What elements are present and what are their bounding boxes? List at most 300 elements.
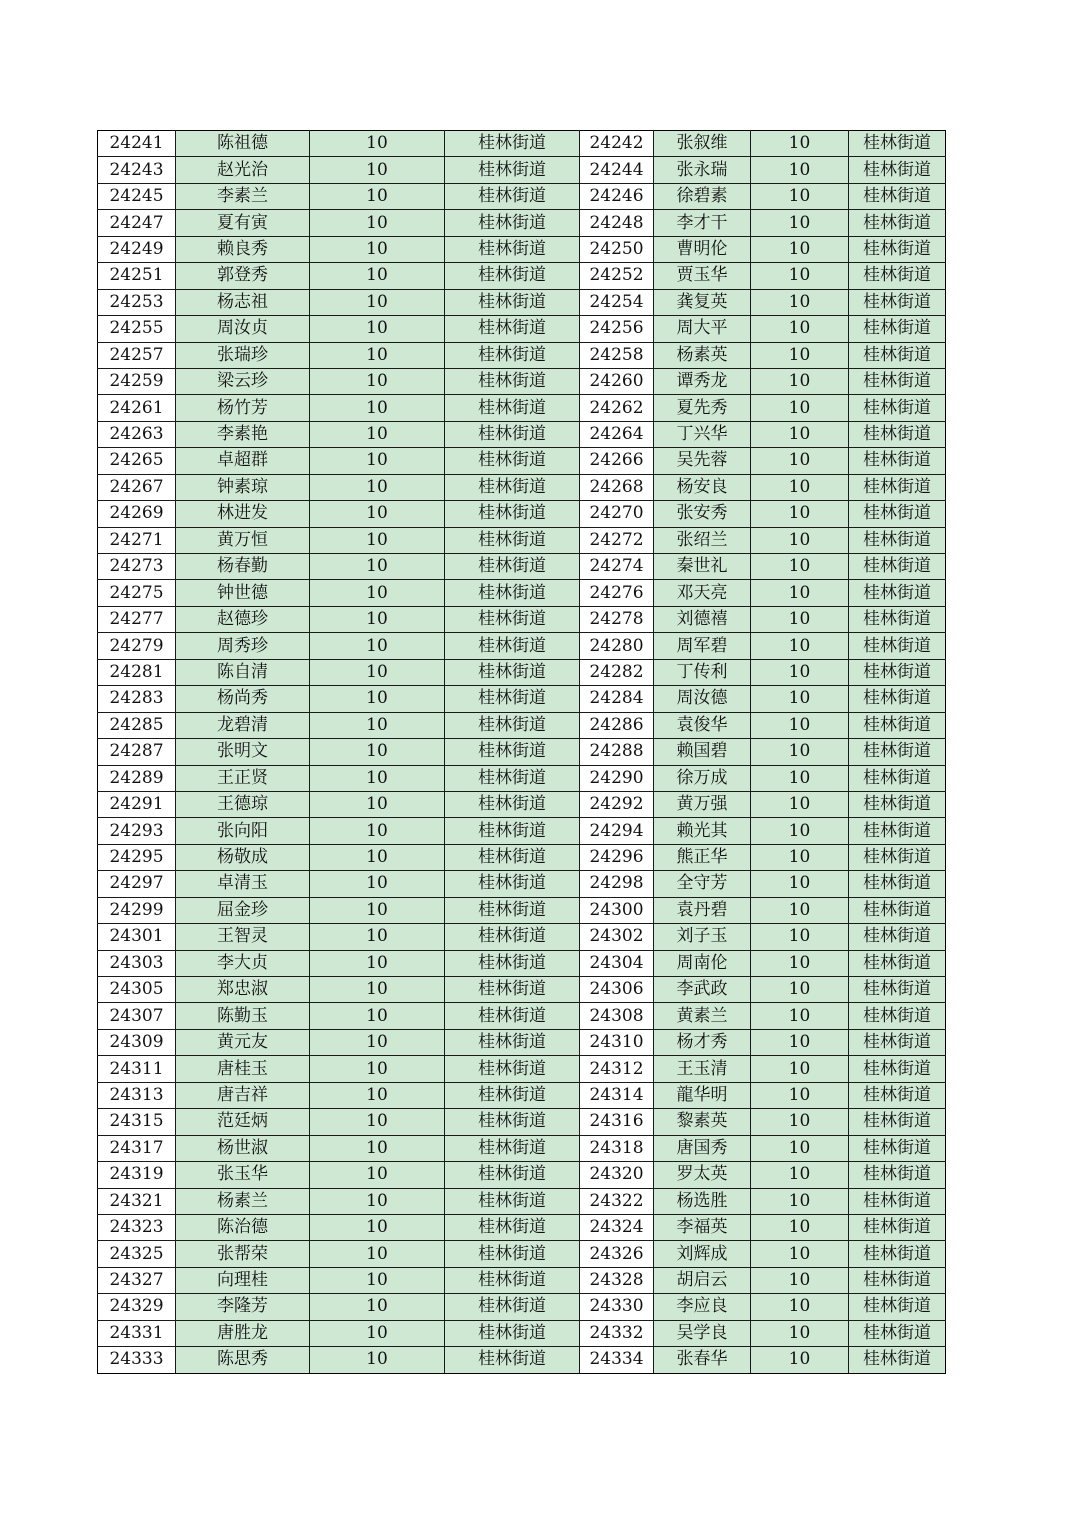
street-cell-right: 桂林街道 [849, 844, 946, 870]
table-row [98, 791, 946, 817]
id-cell-left: 24269 [98, 501, 176, 527]
street-cell-left: 桂林街道 [445, 977, 580, 1003]
count-cell-left: 10 [310, 316, 445, 342]
id-cell-left: 24267 [98, 474, 176, 500]
id-cell-left: 24261 [98, 395, 176, 421]
name-cell-left: 杨世淑 [176, 1135, 310, 1161]
street-cell-right: 桂林街道 [849, 1347, 946, 1373]
name-cell-right: 唐国秀 [654, 1135, 751, 1161]
table-row [98, 501, 946, 527]
name-cell-left: 王德琼 [176, 791, 310, 817]
street-cell-right: 桂林街道 [849, 818, 946, 844]
count-cell-left: 10 [310, 1294, 445, 1320]
id-cell-right: 24330 [580, 1294, 654, 1320]
id-cell-left: 24307 [98, 1003, 176, 1029]
id-cell-left: 24285 [98, 712, 176, 738]
name-cell-right: 杨选胜 [654, 1188, 751, 1214]
count-cell-right: 10 [751, 1029, 849, 1055]
table-row [98, 712, 946, 738]
name-cell-right: 龍华明 [654, 1082, 751, 1108]
count-cell-left: 10 [310, 474, 445, 500]
count-cell-left: 10 [310, 1003, 445, 1029]
count-cell-right: 10 [751, 1056, 849, 1082]
count-cell-left: 10 [310, 1241, 445, 1267]
name-cell-right: 徐万成 [654, 765, 751, 791]
table-row [98, 183, 946, 209]
name-cell-left: 周汝贞 [176, 316, 310, 342]
name-cell-left: 张玉华 [176, 1162, 310, 1188]
count-cell-left: 10 [310, 739, 445, 765]
street-cell-left: 桂林街道 [445, 1109, 580, 1135]
count-cell-left: 10 [310, 368, 445, 394]
count-cell-right: 10 [751, 897, 849, 923]
id-cell-left: 24323 [98, 1214, 176, 1240]
street-cell-left: 桂林街道 [445, 501, 580, 527]
table-row [98, 554, 946, 580]
count-cell-right: 10 [751, 686, 849, 712]
count-cell-left: 10 [310, 580, 445, 606]
name-cell-right: 丁传利 [654, 659, 751, 685]
count-cell-left: 10 [310, 712, 445, 738]
name-cell-left: 张向阳 [176, 818, 310, 844]
table-row [98, 844, 946, 870]
name-cell-right: 赖国碧 [654, 739, 751, 765]
id-cell-left: 24293 [98, 818, 176, 844]
street-cell-right: 桂林街道 [849, 395, 946, 421]
id-cell-left: 24297 [98, 871, 176, 897]
street-cell-left: 桂林街道 [445, 871, 580, 897]
name-cell-right: 徐碧素 [654, 183, 751, 209]
street-cell-right: 桂林街道 [849, 1056, 946, 1082]
name-cell-left: 向理桂 [176, 1267, 310, 1293]
name-cell-left: 卓清玉 [176, 871, 310, 897]
table-row [98, 871, 946, 897]
street-cell-right: 桂林街道 [849, 977, 946, 1003]
name-cell-right: 吴学良 [654, 1320, 751, 1346]
table-row [98, 580, 946, 606]
street-cell-right: 桂林街道 [849, 448, 946, 474]
id-cell-right: 24314 [580, 1082, 654, 1108]
name-cell-left: 杨尚秀 [176, 686, 310, 712]
table-row [98, 765, 946, 791]
name-cell-right: 曹明伦 [654, 236, 751, 262]
street-cell-left: 桂林街道 [445, 1082, 580, 1108]
id-cell-left: 24255 [98, 316, 176, 342]
table-row [98, 395, 946, 421]
table-row [98, 1347, 946, 1373]
name-cell-right: 张永瑞 [654, 157, 751, 183]
count-cell-right: 10 [751, 871, 849, 897]
street-cell-left: 桂林街道 [445, 1162, 580, 1188]
count-cell-right: 10 [751, 395, 849, 421]
table-row [98, 818, 946, 844]
name-cell-right: 王玉清 [654, 1056, 751, 1082]
street-cell-right: 桂林街道 [849, 527, 946, 553]
count-cell-right: 10 [751, 289, 849, 315]
count-cell-right: 10 [751, 1267, 849, 1293]
table-row [98, 1029, 946, 1055]
street-cell-right: 桂林街道 [849, 554, 946, 580]
count-cell-right: 10 [751, 236, 849, 262]
table-row [98, 950, 946, 976]
id-cell-right: 24322 [580, 1188, 654, 1214]
street-cell-left: 桂林街道 [445, 1320, 580, 1346]
id-cell-right: 24318 [580, 1135, 654, 1161]
name-cell-left: 张明文 [176, 739, 310, 765]
id-cell-right: 24320 [580, 1162, 654, 1188]
id-cell-right: 24266 [580, 448, 654, 474]
name-cell-left: 周秀珍 [176, 633, 310, 659]
id-cell-left: 24279 [98, 633, 176, 659]
street-cell-right: 桂林街道 [849, 210, 946, 236]
street-cell-right: 桂林街道 [849, 474, 946, 500]
table-row [98, 1241, 946, 1267]
street-cell-left: 桂林街道 [445, 183, 580, 209]
street-cell-right: 桂林街道 [849, 739, 946, 765]
street-cell-right: 桂林街道 [849, 686, 946, 712]
id-cell-left: 24251 [98, 263, 176, 289]
street-cell-right: 桂林街道 [849, 1135, 946, 1161]
street-cell-right: 桂林街道 [849, 183, 946, 209]
table-row [98, 157, 946, 183]
table-row [98, 739, 946, 765]
count-cell-right: 10 [751, 659, 849, 685]
street-cell-left: 桂林街道 [445, 157, 580, 183]
table-row [98, 1320, 946, 1346]
name-cell-left: 赖良秀 [176, 236, 310, 262]
id-cell-right: 24298 [580, 871, 654, 897]
street-cell-left: 桂林街道 [445, 210, 580, 236]
count-cell-left: 10 [310, 342, 445, 368]
name-cell-right: 吴先蓉 [654, 448, 751, 474]
name-cell-left: 唐胜龙 [176, 1320, 310, 1346]
street-cell-right: 桂林街道 [849, 368, 946, 394]
count-cell-right: 10 [751, 368, 849, 394]
table-row [98, 210, 946, 236]
count-cell-right: 10 [751, 131, 849, 157]
id-cell-left: 24299 [98, 897, 176, 923]
count-cell-left: 10 [310, 633, 445, 659]
name-cell-right: 丁兴华 [654, 421, 751, 447]
name-cell-right: 张叙维 [654, 131, 751, 157]
name-cell-right: 袁丹碧 [654, 897, 751, 923]
count-cell-right: 10 [751, 1162, 849, 1188]
count-cell-left: 10 [310, 1214, 445, 1240]
street-cell-right: 桂林街道 [849, 501, 946, 527]
table-row [98, 686, 946, 712]
street-cell-right: 桂林街道 [849, 1162, 946, 1188]
count-cell-right: 10 [751, 157, 849, 183]
count-cell-left: 10 [310, 1056, 445, 1082]
name-cell-right: 贾玉华 [654, 263, 751, 289]
count-cell-right: 10 [751, 739, 849, 765]
name-cell-left: 郑忠淑 [176, 977, 310, 1003]
id-cell-left: 24271 [98, 527, 176, 553]
name-cell-left: 杨素兰 [176, 1188, 310, 1214]
name-cell-right: 龚复英 [654, 289, 751, 315]
name-cell-right: 杨素英 [654, 342, 751, 368]
name-cell-right: 罗太英 [654, 1162, 751, 1188]
street-cell-left: 桂林街道 [445, 818, 580, 844]
id-cell-right: 24252 [580, 263, 654, 289]
name-cell-left: 杨竹芳 [176, 395, 310, 421]
street-cell-left: 桂林街道 [445, 686, 580, 712]
table-row [98, 368, 946, 394]
id-cell-left: 24295 [98, 844, 176, 870]
count-cell-right: 10 [751, 1188, 849, 1214]
street-cell-right: 桂林街道 [849, 1082, 946, 1108]
name-cell-left: 杨春勤 [176, 554, 310, 580]
name-cell-right: 周军碧 [654, 633, 751, 659]
count-cell-left: 10 [310, 1109, 445, 1135]
street-cell-left: 桂林街道 [445, 316, 580, 342]
street-cell-left: 桂林街道 [445, 474, 580, 500]
street-cell-right: 桂林街道 [849, 659, 946, 685]
street-cell-right: 桂林街道 [849, 316, 946, 342]
street-cell-right: 桂林街道 [849, 131, 946, 157]
name-cell-left: 赵德珍 [176, 606, 310, 632]
count-cell-right: 10 [751, 421, 849, 447]
name-cell-right: 杨才秀 [654, 1029, 751, 1055]
count-cell-right: 10 [751, 501, 849, 527]
count-cell-right: 10 [751, 448, 849, 474]
table-row [98, 1003, 946, 1029]
count-cell-left: 10 [310, 554, 445, 580]
name-cell-left: 黄元友 [176, 1029, 310, 1055]
count-cell-right: 10 [751, 580, 849, 606]
id-cell-left: 24243 [98, 157, 176, 183]
count-cell-left: 10 [310, 871, 445, 897]
id-cell-left: 24319 [98, 1162, 176, 1188]
table-row [98, 527, 946, 553]
name-cell-left: 范廷炳 [176, 1109, 310, 1135]
name-cell-left: 李隆芳 [176, 1294, 310, 1320]
street-cell-left: 桂林街道 [445, 633, 580, 659]
id-cell-right: 24332 [580, 1320, 654, 1346]
name-cell-left: 张瑞珍 [176, 342, 310, 368]
count-cell-left: 10 [310, 1135, 445, 1161]
name-cell-left: 钟素琼 [176, 474, 310, 500]
count-cell-right: 10 [751, 712, 849, 738]
name-cell-left: 陈祖德 [176, 131, 310, 157]
count-cell-right: 10 [751, 554, 849, 580]
id-cell-left: 24317 [98, 1135, 176, 1161]
count-cell-left: 10 [310, 791, 445, 817]
street-cell-left: 桂林街道 [445, 1003, 580, 1029]
id-cell-left: 24303 [98, 950, 176, 976]
table-row [98, 236, 946, 262]
name-cell-right: 黄万强 [654, 791, 751, 817]
street-cell-left: 桂林街道 [445, 342, 580, 368]
id-cell-right: 24262 [580, 395, 654, 421]
id-cell-left: 24241 [98, 131, 176, 157]
count-cell-left: 10 [310, 606, 445, 632]
street-cell-left: 桂林街道 [445, 368, 580, 394]
table-row [98, 448, 946, 474]
table-row [98, 421, 946, 447]
count-cell-left: 10 [310, 1347, 445, 1373]
table-row [98, 606, 946, 632]
name-cell-right: 周南伦 [654, 950, 751, 976]
id-cell-left: 24309 [98, 1029, 176, 1055]
count-cell-right: 10 [751, 183, 849, 209]
table-row [98, 316, 946, 342]
count-cell-left: 10 [310, 501, 445, 527]
name-cell-right: 张安秀 [654, 501, 751, 527]
name-cell-right: 李福英 [654, 1214, 751, 1240]
table-row [98, 1188, 946, 1214]
id-cell-left: 24311 [98, 1056, 176, 1082]
name-cell-right: 袁俊华 [654, 712, 751, 738]
name-cell-left: 钟世德 [176, 580, 310, 606]
table-row [98, 131, 946, 157]
name-cell-right: 刘德禧 [654, 606, 751, 632]
count-cell-left: 10 [310, 236, 445, 262]
id-cell-right: 24292 [580, 791, 654, 817]
roster-table [97, 130, 946, 1374]
id-cell-right: 24246 [580, 183, 654, 209]
street-cell-right: 桂林街道 [849, 421, 946, 447]
id-cell-right: 24256 [580, 316, 654, 342]
street-cell-left: 桂林街道 [445, 659, 580, 685]
street-cell-right: 桂林街道 [849, 1267, 946, 1293]
id-cell-right: 24326 [580, 1241, 654, 1267]
street-cell-left: 桂林街道 [445, 1029, 580, 1055]
id-cell-left: 24273 [98, 554, 176, 580]
id-cell-right: 24296 [580, 844, 654, 870]
id-cell-right: 24276 [580, 580, 654, 606]
id-cell-left: 24249 [98, 236, 176, 262]
name-cell-right: 谭秀龙 [654, 368, 751, 394]
count-cell-left: 10 [310, 131, 445, 157]
street-cell-right: 桂林街道 [849, 1320, 946, 1346]
count-cell-right: 10 [751, 1003, 849, 1029]
count-cell-right: 10 [751, 1109, 849, 1135]
count-cell-left: 10 [310, 765, 445, 791]
street-cell-left: 桂林街道 [445, 580, 580, 606]
table-row [98, 897, 946, 923]
street-cell-right: 桂林街道 [849, 791, 946, 817]
table-row [98, 1109, 946, 1135]
table-row [98, 633, 946, 659]
id-cell-right: 24268 [580, 474, 654, 500]
street-cell-left: 桂林街道 [445, 765, 580, 791]
table-row [98, 289, 946, 315]
name-cell-left: 龙碧清 [176, 712, 310, 738]
street-cell-left: 桂林街道 [445, 791, 580, 817]
name-cell-right: 全守芳 [654, 871, 751, 897]
name-cell-right: 赖光其 [654, 818, 751, 844]
id-cell-left: 24287 [98, 739, 176, 765]
id-cell-right: 24316 [580, 1109, 654, 1135]
id-cell-left: 24301 [98, 924, 176, 950]
street-cell-left: 桂林街道 [445, 1241, 580, 1267]
table-row [98, 1214, 946, 1240]
street-cell-right: 桂林街道 [849, 871, 946, 897]
table-row [98, 924, 946, 950]
street-cell-left: 桂林街道 [445, 897, 580, 923]
count-cell-left: 10 [310, 1029, 445, 1055]
name-cell-left: 郭登秀 [176, 263, 310, 289]
name-cell-left: 陈思秀 [176, 1347, 310, 1373]
street-cell-right: 桂林街道 [849, 1294, 946, 1320]
count-cell-left: 10 [310, 686, 445, 712]
street-cell-right: 桂林街道 [849, 765, 946, 791]
id-cell-right: 24288 [580, 739, 654, 765]
count-cell-right: 10 [751, 765, 849, 791]
id-cell-right: 24308 [580, 1003, 654, 1029]
street-cell-right: 桂林街道 [849, 1109, 946, 1135]
count-cell-right: 10 [751, 818, 849, 844]
id-cell-left: 24289 [98, 765, 176, 791]
count-cell-right: 10 [751, 924, 849, 950]
name-cell-left: 李大贞 [176, 950, 310, 976]
street-cell-right: 桂林街道 [849, 924, 946, 950]
id-cell-right: 24306 [580, 977, 654, 1003]
id-cell-left: 24259 [98, 368, 176, 394]
street-cell-right: 桂林街道 [849, 950, 946, 976]
count-cell-right: 10 [751, 1294, 849, 1320]
table-row [98, 263, 946, 289]
id-cell-right: 24242 [580, 131, 654, 157]
count-cell-left: 10 [310, 844, 445, 870]
street-cell-left: 桂林街道 [445, 1188, 580, 1214]
name-cell-left: 陈治德 [176, 1214, 310, 1240]
id-cell-right: 24250 [580, 236, 654, 262]
id-cell-left: 24265 [98, 448, 176, 474]
count-cell-left: 10 [310, 395, 445, 421]
street-cell-right: 桂林街道 [849, 633, 946, 659]
street-cell-left: 桂林街道 [445, 554, 580, 580]
count-cell-right: 10 [751, 527, 849, 553]
street-cell-right: 桂林街道 [849, 289, 946, 315]
name-cell-right: 夏先秀 [654, 395, 751, 421]
id-cell-left: 24257 [98, 342, 176, 368]
street-cell-right: 桂林街道 [849, 1214, 946, 1240]
count-cell-right: 10 [751, 1214, 849, 1240]
table-row [98, 342, 946, 368]
id-cell-left: 24281 [98, 659, 176, 685]
count-cell-left: 10 [310, 924, 445, 950]
count-cell-left: 10 [310, 263, 445, 289]
count-cell-right: 10 [751, 633, 849, 659]
name-cell-left: 卓超群 [176, 448, 310, 474]
name-cell-right: 邓天亮 [654, 580, 751, 606]
id-cell-left: 24275 [98, 580, 176, 606]
id-cell-right: 24286 [580, 712, 654, 738]
street-cell-right: 桂林街道 [849, 236, 946, 262]
count-cell-left: 10 [310, 950, 445, 976]
name-cell-left: 屈金珍 [176, 897, 310, 923]
id-cell-right: 24270 [580, 501, 654, 527]
count-cell-right: 10 [751, 263, 849, 289]
id-cell-right: 24264 [580, 421, 654, 447]
count-cell-left: 10 [310, 818, 445, 844]
street-cell-left: 桂林街道 [445, 924, 580, 950]
name-cell-right: 熊正华 [654, 844, 751, 870]
id-cell-right: 24300 [580, 897, 654, 923]
id-cell-right: 24248 [580, 210, 654, 236]
street-cell-left: 桂林街道 [445, 236, 580, 262]
street-cell-left: 桂林街道 [445, 421, 580, 447]
name-cell-left: 梁云珍 [176, 368, 310, 394]
count-cell-left: 10 [310, 1267, 445, 1293]
id-cell-right: 24294 [580, 818, 654, 844]
table-row [98, 1135, 946, 1161]
id-cell-left: 24245 [98, 183, 176, 209]
name-cell-right: 黎素英 [654, 1109, 751, 1135]
table-row [98, 1162, 946, 1188]
